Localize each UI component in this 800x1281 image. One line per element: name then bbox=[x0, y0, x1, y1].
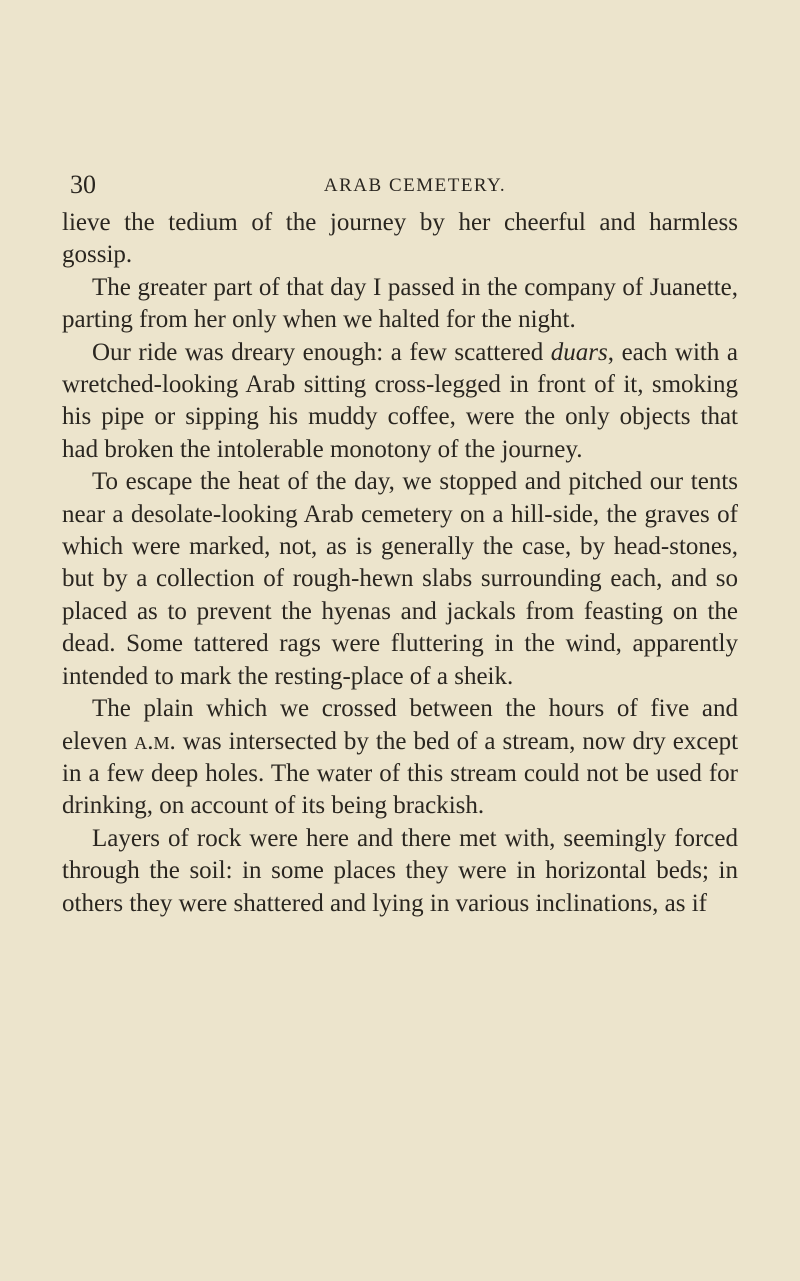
italic-word-duars: duars bbox=[550, 338, 608, 366]
paragraph-text: , each with a wretched-looking Arab sitting cross-legged in front of it, smoking his pipe or sipping his muddy coffee, were the only objects that had broken the intolerable monotony of the journey. bbox=[62, 338, 738, 463]
time-abbreviation: a.m. bbox=[134, 727, 176, 755]
paragraph-juanette: The greater part of that day I passed in the company of Juanette, parting from her only when we halted for the night. bbox=[62, 273, 738, 334]
running-head bbox=[70, 170, 760, 200]
body-text bbox=[62, 207, 738, 920]
running-title: ARAB CEMETERY. bbox=[323, 175, 507, 196]
paragraph-text: Our ride was dreary enough: a few scattered bbox=[92, 338, 551, 366]
paragraph-text: The plain which we crossed between the hours of five and eleven bbox=[62, 695, 738, 755]
paragraph-continuation: lieve the tedium of the journey by her cheerful and harmless gossip. bbox=[62, 209, 738, 269]
paragraph-dreary-ride bbox=[62, 337, 738, 467]
paragraph-plain bbox=[62, 693, 738, 823]
page-number: 30 bbox=[70, 170, 96, 199]
paragraph-cemetery: To escape the heat of the day, we stopped and pitched our tents near a desolate-looking Arab cemetery on a hill-side, the graves of which were marked, not, as is generally the case, by head-stones, but by a collection of rough-hewn slabs surrounding each, and so placed as to prevent the hyenas and jackals from feasting on the dead. Some tattered rags were fluttering in the wind, apparently intended to mark the resting-place of a sheik. bbox=[62, 468, 738, 690]
paragraph-text: was intersected by the bed of a stream, now dry except in a few deep holes. The water of this stream could not be used for drinking, on account of its being brackish. bbox=[62, 727, 739, 820]
paragraph-rock-layers: Layers of rock were here and there met with, seemingly forced through the soil: in some places they were in horizontal beds; in others they were shattered and lying in various inclinations, as if bbox=[62, 824, 738, 917]
